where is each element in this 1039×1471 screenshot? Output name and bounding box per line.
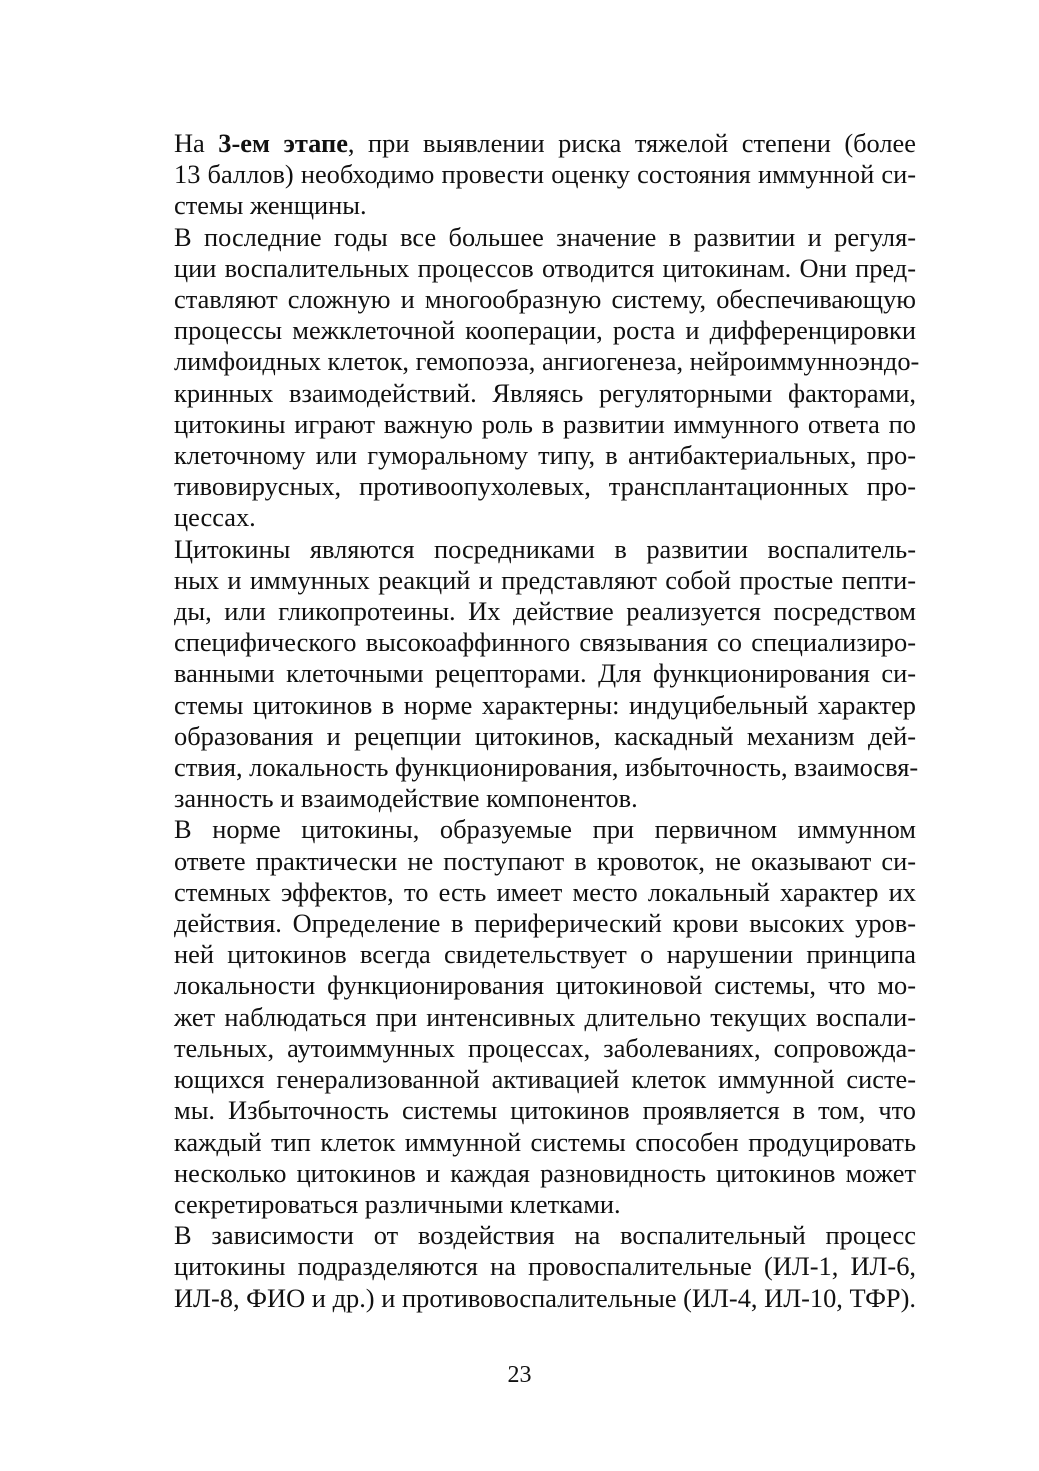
paragraph-5-line-1: В зависимости от воздействия на воспалительный процесс — [174, 1220, 916, 1251]
paragraph-2-line-2: ции воспалительных процессов отводится цитокинам. Они пред- — [174, 252, 916, 283]
paragraph-5 — [124, 1220, 916, 1314]
paragraph-3-line-8: ствия, локальность функционирования, избыточность, взаимосвя- — [174, 752, 919, 783]
page-number: 23 — [507, 1362, 532, 1388]
paragraph-4-line-12: несколько цитокинов и каждая разновидность цитокинов может — [174, 1157, 916, 1188]
paragraph-4-line-4: действия. Определение в периферический крови высоких уров- — [174, 908, 916, 939]
paragraph-4-line-6: локальности функционирования цитокиновой системы, что мо- — [174, 970, 916, 1001]
paragraph-4-line-5: ней цитокинов всегда свидетельствует о нарушении принципа — [174, 939, 916, 970]
paragraph-3-line-4: специфического высокоаффинного связывания со специализиро- — [174, 627, 916, 658]
paragraph-2-line-9: тивовирусных, противоопухолевых, трансплантационных про- — [174, 471, 916, 502]
paragraph-1-lead: На — [174, 128, 219, 158]
paragraph-4-line-1: В норме цитокины, образуемые при первичном иммунном — [174, 814, 916, 845]
paragraph-2-line-6: кринных взаимодействий. Являясь регуляторными факторами, — [174, 377, 916, 408]
paragraph-3-line-7: образования и рецепции цитокинов, каскадный механизм дей- — [174, 720, 916, 751]
paragraph-2 — [124, 221, 920, 534]
paragraph-1-bold-term: 3-ем этапе — [218, 128, 348, 158]
paragraph-1-line-1: , при выявлении риска тяжелой степени (более — [347, 128, 916, 158]
paragraph-3-line-1: Цитокины являются посредниками в развитии воспалитель- — [174, 533, 916, 564]
paragraph-4-line-2: ответе практически не поступают в кровоток, не оказывают си- — [174, 845, 916, 876]
paragraph-1-line-2: 13 баллов) необходимо провести оценку состояния иммунной си- — [174, 159, 916, 190]
paragraph-4-line-11: каждый тип клеток иммунной системы способен продуцировать — [174, 1126, 916, 1157]
paragraph-4-line-10: мы. Избыточность системы цитокинов проявляется в том, что — [174, 1095, 916, 1126]
paragraph-1-line-3: стемы женщины. — [174, 190, 367, 221]
paragraph-3-line-3: ды, или гликопротеины. Их действие реализуется посредством — [174, 596, 916, 627]
paragraph-5-line-3: ИЛ-8, ФИО и др.) и противовоспалительные (ИЛ-4, ИЛ-10, ТФР). — [174, 1282, 916, 1313]
page-body — [124, 128, 920, 1314]
paragraph-2-line-5: лимфоидных клеток, гемопоэза, ангиогенеза, нейроиммунноэндо- — [174, 346, 920, 377]
paragraph-4-line-3: стемных эффектов, то есть имеет место локальный характер их — [174, 876, 916, 907]
paragraph-5-line-2: цитокины подразделяются на провоспалительные (ИЛ-1, ИЛ-6, — [174, 1251, 916, 1282]
paragraph-4-line-9: ющихся генерализованной активацией клеток иммунной систе- — [174, 1064, 916, 1095]
paragraph-4-line-7: жет наблюдаться при интенсивных длительно текущих воспали- — [174, 1001, 916, 1032]
paragraph-3-line-5: ванными клеточными рецепторами. Для функционирования си- — [174, 658, 916, 689]
paragraph-3-line-2: ных и иммунных реакций и представляют собой простые пепти- — [174, 564, 916, 595]
paragraph-4-line-8: тельных, аутоиммунных процессах, заболеваниях, сопровожда- — [174, 1032, 916, 1063]
paragraph-4 — [124, 814, 916, 1220]
paragraph-3 — [124, 533, 919, 815]
paragraph-2-line-8: клеточному или гуморальному типу, в антибактериальных, про- — [174, 440, 916, 471]
paragraph-3-line-6: стемы цитокинов в норме характерны: индуцибельный характер — [174, 689, 916, 720]
paragraph-2-line-7: цитокины играют важную роль в развитии иммунного ответа по — [174, 408, 916, 439]
paragraph-2-line-1: В последние годы все большее значение в развитии и регуля- — [174, 221, 916, 252]
paragraph-3-line-9: занность и взаимодействие компонентов. — [174, 783, 638, 814]
paragraph-4-line-13: секретироваться различными клетками. — [174, 1188, 621, 1219]
paragraph-2-line-3: ставляют сложную и многообразную систему, обеспечивающую — [174, 284, 916, 315]
paragraph-2-line-4: процессы межклеточной кооперации, роста и дифференцировки — [174, 315, 916, 346]
paragraph-1 — [124, 128, 916, 222]
paragraph-2-line-10: цессах. — [174, 502, 256, 533]
